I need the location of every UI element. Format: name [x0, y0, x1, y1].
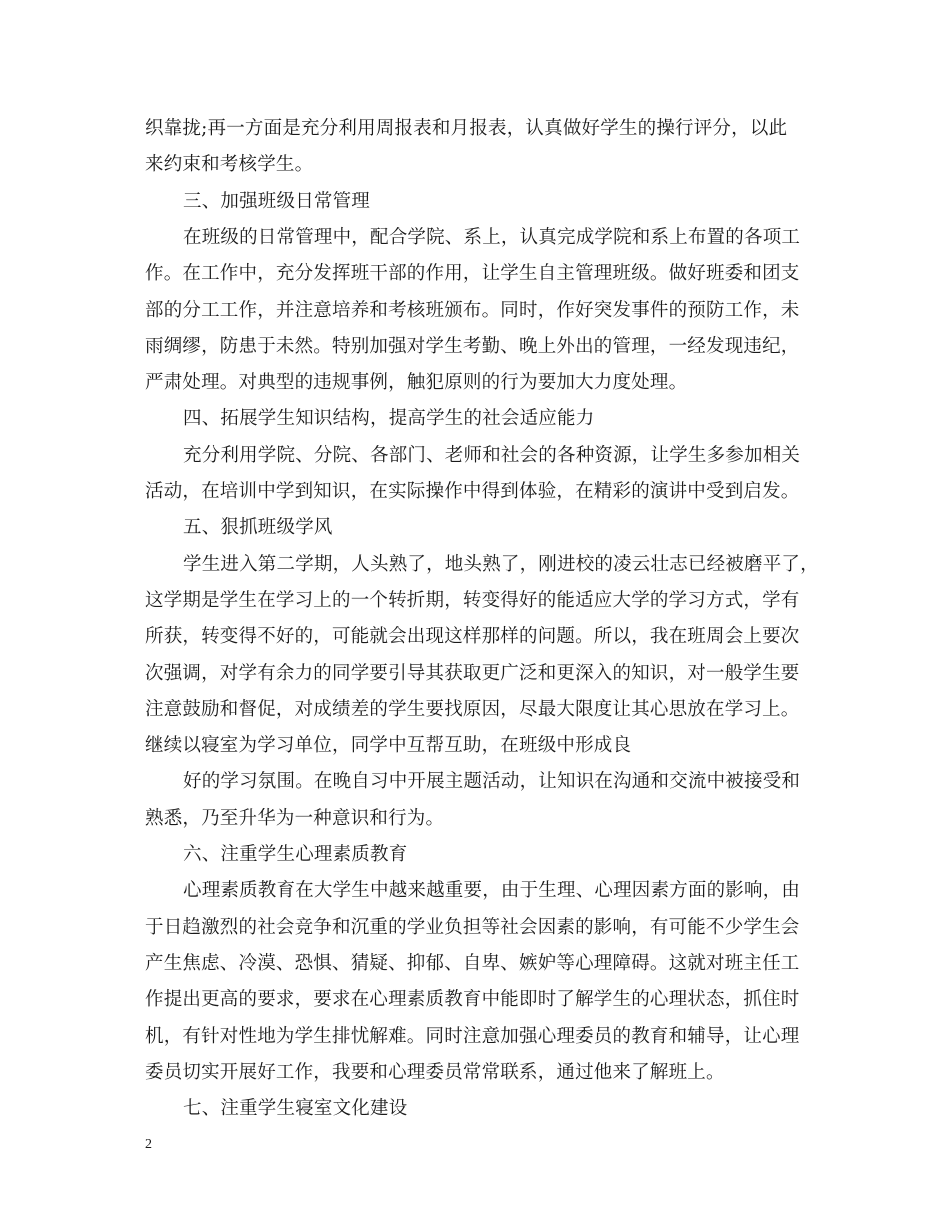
text-line: 产生焦虑、冷漠、恐惧、猜疑、抑郁、自卑、嫉妒等心理障碍。这就对班主任工: [145, 953, 800, 974]
page-number: 2: [145, 1137, 152, 1152]
text-line: 雨绸缪，防患于未然。特别加强对学生考勤、晚上外出的管理，一经发现违纪，: [145, 336, 800, 357]
section-heading: 三、加强班级日常管理: [183, 191, 371, 212]
text-line: 机，有针对性地为学生排忧解难。同时注意加强心理委员的教育和辅导，让心理: [145, 1026, 800, 1047]
text-line: 部的分工工作，并注意培养和考核班颁布。同时，作好突发事件的预防工作，未: [145, 300, 800, 321]
text-line: 次强调，对学有余力的同学要引导其获取更广泛和更深入的知识，对一般学生要: [145, 663, 800, 684]
text-line: 这学期是学生在学习上的一个转折期，转变得好的能适应大学的学习方式，学有: [145, 590, 800, 611]
text-line: 于日趋激烈的社会竞争和沉重的学业负担等社会因素的影响，有可能不少学生会: [145, 917, 800, 938]
text-line: 学生进入第二学期，人头熟了，地头熟了，刚进校的凌云壮志已经被磨平了，: [183, 554, 819, 575]
text-line: 心理素质教育在大学生中越来越重要，由于生理、心理因素方面的影响，由: [183, 880, 801, 901]
section-heading: 四、拓展学生知识结构，提高学生的社会适应能力: [183, 408, 595, 429]
text-line: 充分利用学院、分院、各部门、老师和社会的各种资源，让学生多参加相关: [183, 445, 801, 466]
section-heading: 六、注重学生心理素质教育: [183, 844, 408, 865]
text-line: 作提出更高的要求，要求在心理素质教育中能即时了解学生的心理状态，抓住时: [145, 989, 800, 1010]
section-heading: 五、狠抓班级学风: [183, 517, 333, 538]
text-line: 活动，在培训中学到知识，在实际操作中得到体验，在精彩的演讲中受到启发。: [145, 481, 800, 502]
text-line: 严肃处理。对典型的违规事例，触犯原则的行为要加大力度处理。: [145, 372, 688, 393]
text-line: 注意鼓励和督促，对成绩差的学生要找原因，尽最大限度让其心思放在学习上。: [145, 699, 800, 720]
text-line: 继续以寝室为学习单位，同学中互帮互助，在班级中形成良: [145, 735, 632, 756]
text-line: 熟悉，乃至升华为一种意识和行为。: [145, 808, 445, 829]
text-line: 作。在工作中，充分发挥班干部的作用，让学生自主管理班级。做好班委和团支: [145, 263, 800, 284]
text-line: 来约束和考核学生。: [145, 154, 314, 175]
section-heading: 七、注重学生寝室文化建设: [183, 1098, 408, 1119]
text-line: 在班级的日常管理中，配合学院、系上，认真完成学院和系上布置的各项工: [183, 227, 801, 248]
text-line: 委员切实开展好工作，我要和心理委员常常联系，通过他来了解班上。: [145, 1062, 725, 1083]
text-line: 织靠拢;再一方面是充分利用周报表和月报表，认真做好学生的操行评分，以此: [145, 118, 788, 139]
text-line: 所获，转变得不好的，可能就会出现这样那样的问题。所以，我在班周会上要次: [145, 626, 800, 647]
text-line: 好的学习氛围。在晚自习中开展主题活动，让知识在沟通和交流中被接受和: [183, 771, 801, 792]
